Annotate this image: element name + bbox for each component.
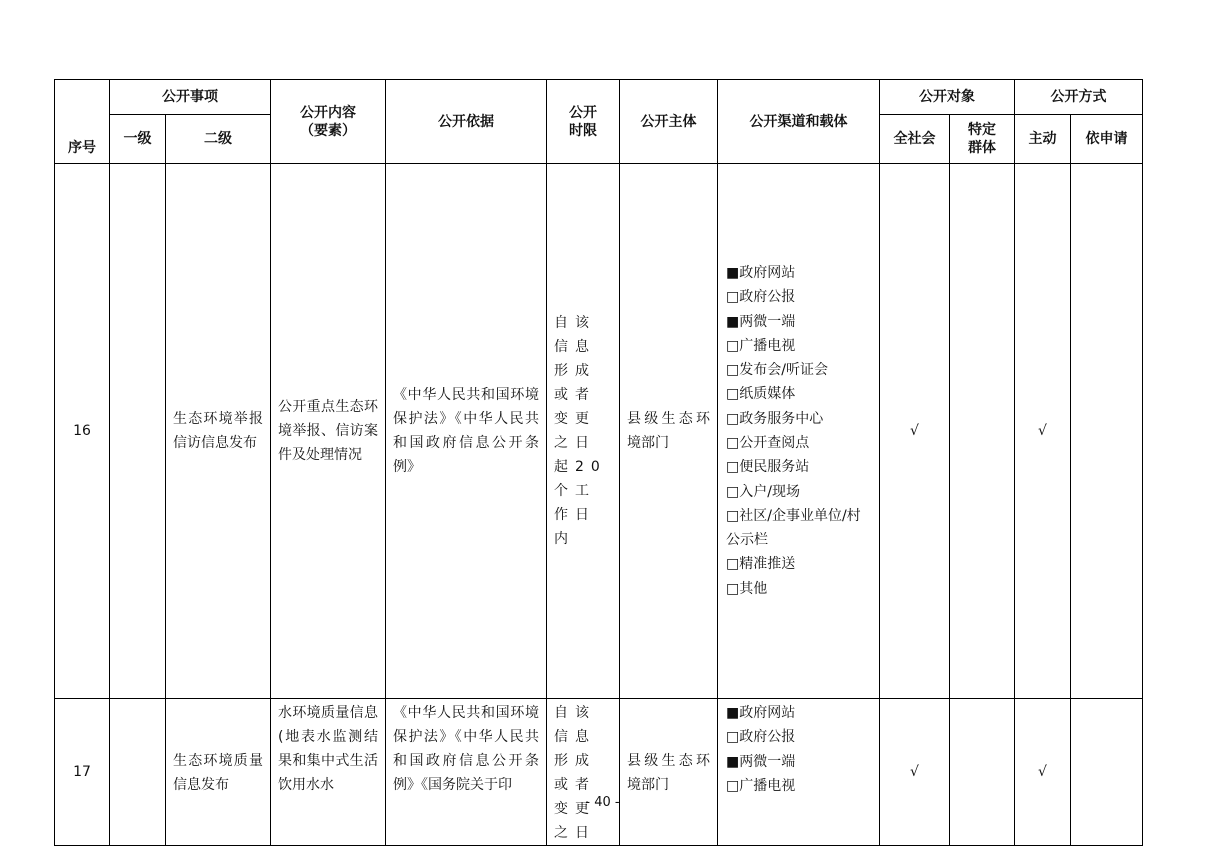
- row-basis-text: 《中华人民共和国环境保护法》《中华人民共和国政府信息公开条例》《国务院关于印: [393, 705, 539, 793]
- header-subject: 公开主体: [620, 80, 718, 164]
- row-basis-text: 《中华人民共和国环境保护法》《中华人民共和国政府信息公开条例》: [393, 387, 539, 475]
- channel-item: ■政府网站: [726, 705, 796, 721]
- channel-item: □便民服务站: [726, 459, 810, 476]
- channel-list: [718, 699, 879, 798]
- row-whole-society: √: [880, 699, 950, 846]
- header-seq: 序号: [55, 80, 110, 164]
- row-specific-group: [950, 699, 1015, 846]
- row-channels: [718, 164, 880, 699]
- row-seq: 16: [55, 164, 110, 699]
- row-basis: [386, 699, 547, 846]
- row-seq: 17: [55, 699, 110, 846]
- row-content-text: 公开重点生态环境举报、信访案件及处理情况: [278, 399, 378, 463]
- channel-item: □入户/现场: [726, 483, 800, 500]
- header-channels: 公开渠道和载体: [718, 80, 880, 164]
- row-on-request: [1071, 164, 1143, 699]
- disclosure-table: [54, 79, 1143, 846]
- table-row: [55, 164, 1143, 699]
- page-number: - 40 -: [585, 795, 620, 810]
- row-proactive: √: [1015, 164, 1071, 699]
- table-row: [55, 699, 1143, 846]
- row-content-text: 水环境质量信息(地表水监测结果和集中式生活饮用水水: [278, 705, 378, 793]
- row-level2-text: 生态环境质量信息发布: [173, 753, 263, 793]
- row-whole-society: √: [880, 164, 950, 699]
- row-time-limit: [547, 699, 620, 846]
- header-method: 公开方式: [1015, 80, 1143, 115]
- header-content: [271, 80, 386, 164]
- row-subject: [620, 164, 718, 699]
- header-basis: 公开依据: [386, 80, 547, 164]
- row-specific-group: [950, 164, 1015, 699]
- header-matter: 公开事项: [110, 80, 271, 115]
- row-level2-text: 生态环境举报信访信息发布: [173, 411, 263, 451]
- channel-item: □发布会/听证会: [726, 362, 828, 379]
- row-subject: [620, 699, 718, 846]
- row-content: [271, 164, 386, 699]
- row-time-limit-text: 自该信息形成或者变更之日: [554, 705, 596, 841]
- channel-item: □公开查阅点: [726, 435, 810, 451]
- row-on-request: [1071, 699, 1143, 846]
- header-on-request: 依申请: [1071, 115, 1143, 164]
- row-subject-text: 县级生态环境部门: [627, 753, 710, 793]
- channel-item: □精准推送: [726, 556, 796, 573]
- channel-item: □政务服务中心: [726, 410, 824, 427]
- row-level2: [166, 164, 271, 699]
- channel-item: □纸质媒体: [726, 386, 796, 403]
- row-level2: [166, 699, 271, 846]
- header-level2: 二级: [166, 115, 271, 164]
- channel-item: ■政府网站: [726, 264, 796, 281]
- row-basis: [386, 164, 547, 699]
- row-level1: [110, 164, 166, 699]
- row-time-limit: [547, 164, 620, 699]
- header-row-1: [55, 80, 1143, 115]
- channel-list: [718, 261, 879, 601]
- header-time-limit: [547, 80, 620, 164]
- header-level1: 一级: [110, 115, 166, 164]
- channel-item: □广播电视: [726, 337, 796, 354]
- row-time-limit-text: 自该信息形成或者变更之日起20个工作日内: [554, 315, 607, 547]
- header-time-limit-text: 公开时限: [569, 104, 597, 139]
- channel-item: □政府公报: [726, 289, 796, 306]
- channel-item: □社区/企事业单位/村公示栏: [726, 507, 861, 549]
- header-audience: 公开对象: [880, 80, 1015, 115]
- row-level1: [110, 699, 166, 846]
- header-whole-society: 全社会: [880, 115, 950, 164]
- header-specific-group-text: 特定群体: [968, 122, 996, 156]
- row-subject-text: 县级生态环境部门: [627, 411, 710, 451]
- channel-item: □其他: [726, 580, 768, 597]
- header-proactive: 主动: [1015, 115, 1071, 164]
- channel-item: □广播电视: [726, 777, 796, 794]
- header-content-text: 公开内容（要素）: [300, 104, 356, 139]
- row-content: [271, 699, 386, 846]
- header-specific-group: [950, 115, 1015, 164]
- channel-item: □政府公报: [726, 729, 796, 746]
- channel-item: ■两微一端: [726, 753, 796, 770]
- row-channels: [718, 699, 880, 846]
- row-proactive: √: [1015, 699, 1071, 846]
- channel-item: ■两微一端: [726, 313, 796, 330]
